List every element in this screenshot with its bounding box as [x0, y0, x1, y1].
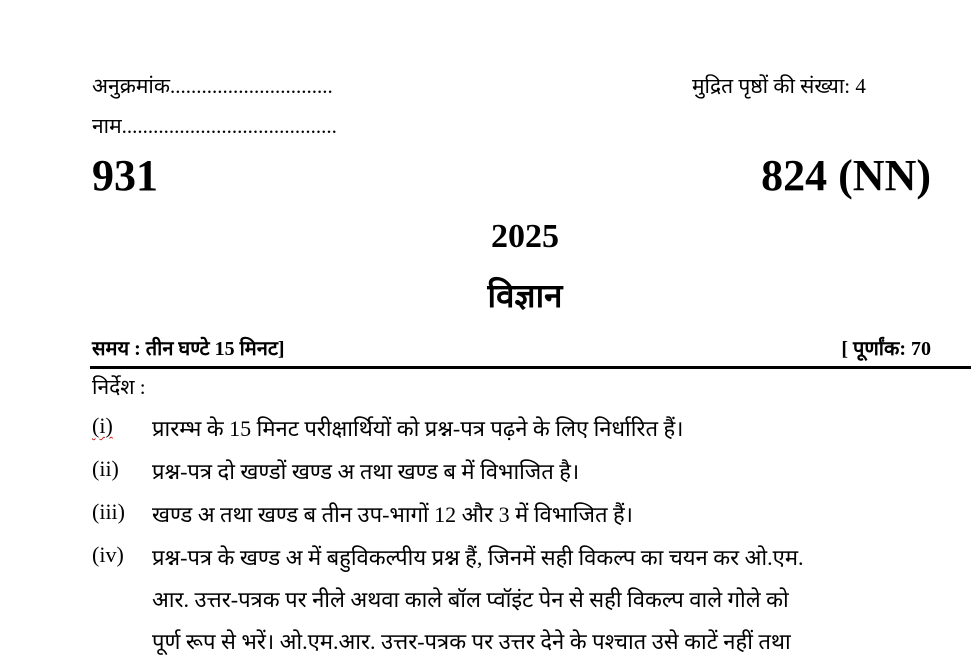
printed-pages-count: मुद्रित पृष्ठों की संख्या: 4 [692, 74, 866, 98]
time-allowed: समय : तीन घण्टे 15 मिनट] [92, 338, 285, 360]
subject-title: विज्ञान [487, 279, 563, 315]
instruction-number: (ii) [92, 456, 119, 481]
instruction-number: (iv) [92, 542, 124, 567]
instruction-number: (iii) [92, 499, 125, 524]
instruction-text: प्रश्न-पत्र दो खण्डों खण्ड अ तथा खण्ड ब में विभाजित है। [152, 459, 580, 484]
name-field: नाम......................................... [92, 114, 337, 138]
exam-year: 2025 [491, 218, 559, 255]
instruction-text-line: आर. उत्तर-पत्रक पर नीले अथवा काले बॉल प्वॉइंट पेन से सही विकल्प वाले गोले को [152, 587, 789, 612]
roll-number-field: अनुक्रमांक............................... [92, 74, 333, 98]
instructions-title: निर्देश : [92, 375, 146, 399]
instruction-text-line: प्रश्न-पत्र के खण्ड अ में बहुविकल्पीय प्रश्न हैं, जिनमें सही विकल्प का चयन कर ओ.एम. [152, 545, 804, 570]
instruction-text: खण्ड अ तथा खण्ड ब तीन उप-भागों 12 और 3 में विभाजित हैं। [152, 502, 634, 527]
paper-code-right: 824 (NN) [761, 151, 931, 200]
instruction-text-line: पूर्ण रूप से भरें। ओ.एम.आर. उत्तर-पत्रक पर उत्तर देने के पश्चात उसे काटें नहीं तथा [152, 629, 791, 654]
maximum-marks: [ पूर्णांक: 70 [841, 338, 931, 360]
paper-code-left: 931 [92, 151, 158, 200]
instruction-number: (i) [92, 413, 113, 438]
header-divider [90, 366, 971, 369]
instruction-text: प्रारम्भ के 15 मिनट परीक्षार्थियों को प्रश्न-पत्र पढ़ने के लिए निर्धारित हैं। [152, 416, 684, 441]
